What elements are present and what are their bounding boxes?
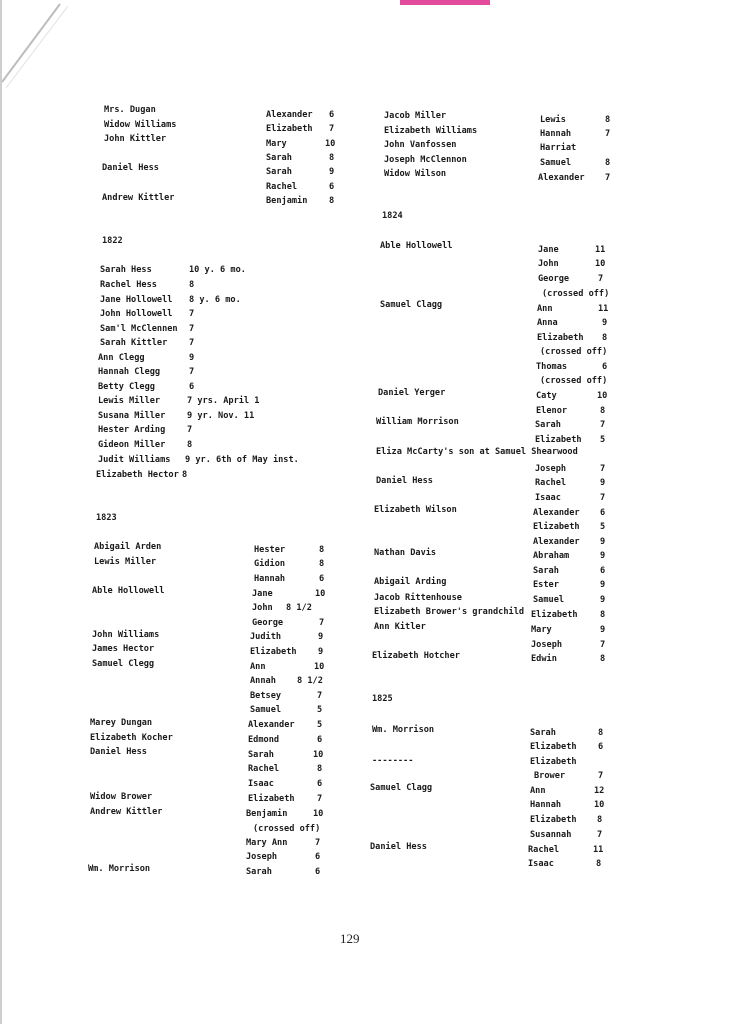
right-column-entry: 12 [594,786,605,796]
left-column-entry: 7 [317,691,323,701]
left-column-entry: 8 [329,153,335,163]
left-column-entry: 9 [329,167,335,177]
right-column-entry: 7 [600,420,606,430]
right-column-entry: 10 [594,800,605,810]
right-column-entry: Isaac [528,859,554,869]
right-column-entry: 6 [598,742,604,752]
right-column-entry: Nathan Davis [374,548,437,558]
right-column-entry: Anna [537,318,558,328]
right-column-entry: Alexander [533,537,580,547]
right-column-entry: Daniel Yerger [378,388,446,398]
left-column-entry: 10 [315,589,326,599]
left-column-entry: John Kittler [104,134,167,144]
left-column-entry: Marey Dungan [90,718,153,728]
right-column-entry: 11 [595,245,606,255]
left-column-entry: Gideon Miller [98,440,166,450]
left-column-entry: Edmond [248,735,280,745]
left-column-entry: 8 [319,545,325,555]
right-column-entry: 11 [598,304,609,314]
right-column-entry: William Morrison [376,417,459,427]
right-column-entry: John Vanfossen [384,140,457,150]
left-column-entry: (crossed off) [253,824,321,834]
right-column-entry: Elizabeth [530,742,577,752]
right-column-entry: Hannah [530,800,562,810]
left-column-entry: 6 [317,779,323,789]
right-column-entry: Able Hollowell [380,241,453,251]
left-column-entry: Lewis Miller [94,557,157,567]
right-column-entry: Jacob Rittenhouse [374,593,462,603]
left-column-entry: 6 [319,574,325,584]
right-column-entry: Abigail Arding [374,577,447,587]
left-column-entry: 7 [187,425,193,435]
right-column-entry: Ester [533,580,559,590]
left-column-entry: Elizabeth [250,647,297,657]
right-column-entry: Widow Wilson [384,169,447,179]
left-column-entry: Mary [266,139,287,149]
left-column-entry: Benjamin [266,196,308,206]
right-column-entry: Lewis [540,115,566,125]
left-column-entry: 6 [317,735,323,745]
left-column-entry: 10 [313,809,324,819]
left-column-entry: Sarah [266,167,292,177]
right-column-entry: 1824 [382,211,403,221]
right-column-entry: Ann [537,304,553,314]
right-column-entry: 8 [600,406,606,416]
right-column-entry: 9 [600,595,606,605]
right-column-entry: (crossed off) [540,347,608,357]
right-column-entry: Joseph McClennon [384,155,467,165]
left-column-entry: 8 [189,280,195,290]
left-column-entry: Jane Hollowell [100,295,173,305]
right-column-entry: 8 [598,728,604,738]
right-column-entry: Samuel [540,158,572,168]
left-column-entry: 5 [317,720,323,730]
left-column-entry: Widow Brower [90,792,153,802]
left-column-entry: 7 [315,838,321,848]
pink-edge-mark [400,0,490,5]
right-column-entry: Caty [536,391,557,401]
left-column-entry: Hester [254,545,286,555]
right-column-entry: Ann [530,786,546,796]
right-column-entry: 9 [602,318,608,328]
right-column-entry: Elizabeth [530,815,577,825]
left-column-entry: Lewis Miller [98,396,161,406]
right-column-entry: Alexander [538,173,585,183]
right-column-entry: Alexander [533,508,580,518]
left-column-entry: 7 [189,324,195,334]
left-column-entry: James Hector [92,644,155,654]
right-column-entry: Jacob Miller [384,111,447,121]
left-column-entry: 1822 [102,236,123,246]
left-column-entry: 9 yr. Nov. 11 [187,411,255,421]
left-column-entry: Daniel Hess [90,747,147,757]
left-column-entry: Hannah [254,574,286,584]
left-column-entry: 9 [189,353,195,363]
left-column-entry: Sarah [246,867,272,877]
left-column-entry: Annah [250,676,276,686]
right-column-entry: Joseph [535,464,567,474]
right-column-entry: 8 [600,654,606,664]
left-column-entry: Samuel Clegg [92,659,155,669]
left-column-entry: 1823 [96,513,117,523]
right-column-entry: 7 [598,274,604,284]
right-column-entry: Elizabeth Williams [384,126,478,136]
right-column-entry: Edwin [531,654,557,664]
right-column-entry: 8 [605,115,611,125]
right-column-entry: 9 [600,580,606,590]
right-column-entry: Harriat [540,143,577,153]
left-column-entry: Andrew Kittler [90,807,163,817]
right-column-entry: 6 [600,508,606,518]
left-column-entry: Betty Clegg [98,382,155,392]
left-column-entry: Susana Miller [98,411,166,421]
left-column-entry: 8 y. 6 mo. [189,295,241,305]
right-column-entry: 10 [597,391,608,401]
right-column-entry: Elenor [536,406,568,416]
right-column-entry: Elizabeth [533,522,580,532]
left-column-entry: 8 [317,764,323,774]
page-number: 129 [340,931,360,946]
left-column-entry: 10 [313,750,324,760]
left-column-entry: Rachel [266,182,298,192]
left-column-entry: Ann Clegg [98,353,145,363]
left-column-entry: Samuel [250,705,282,715]
left-column-entry: John Hollowell [100,309,173,319]
left-column-entry: 6 [315,867,321,877]
left-column-entry: Jane [252,589,273,599]
right-column-entry: 9 [600,551,606,561]
left-column-entry: Sarah [266,153,292,163]
left-column-entry: Elizabeth [266,124,313,134]
right-column-entry: Rachel [535,478,567,488]
left-column-entry: Joseph [246,852,278,862]
left-column-entry: Elizabeth Hector [96,470,179,480]
right-column-entry: 10 [595,259,606,269]
left-column-entry: Benjamin [246,809,288,819]
left-column-entry: Hester Arding [98,425,166,435]
right-column-entry: 6 [600,566,606,576]
right-column-entry: Elizabeth Wilson [374,505,457,515]
left-column-entry: Alexander [266,110,313,120]
left-column-entry: 9 yr. 6th of May inst. [185,455,299,465]
left-column-entry: 10 [314,662,325,672]
left-column-entry: Hannah Clegg [98,367,161,377]
right-column-entry: Thomas [536,362,568,372]
left-column-entry: 8 [187,440,193,450]
right-column-entry: Elizabeth [530,757,577,767]
left-column-entry: Daniel Hess [102,163,159,173]
right-column-entry: 7 [600,640,606,650]
left-column-entry: John [252,603,273,613]
left-column-entry: 8 1/2 [286,603,312,613]
right-column-entry: Elizabeth [531,610,578,620]
right-column-entry: 5 [600,522,606,532]
left-column-entry: 7 [189,338,195,348]
left-column-entry: Judit Williams [98,455,171,465]
left-column-entry: 7 [319,618,325,628]
left-column-entry: 5 [317,705,323,715]
left-column-entry: 9 [318,632,324,642]
right-column-entry: 6 [602,362,608,372]
right-column-entry: Susannah [530,830,572,840]
right-column-entry: Daniel Hess [370,842,427,852]
right-column-entry: Samuel Clagg [380,300,443,310]
right-column-entry: 8 [605,158,611,168]
right-column-entry: 8 [597,815,603,825]
right-column-entry: 7 [605,129,611,139]
right-column-entry: 11 [593,845,604,855]
right-column-entry: Mary [531,625,552,635]
right-column-entry: Isaac [535,493,561,503]
right-column-entry: 7 [598,771,604,781]
left-column-entry: 6 [315,852,321,862]
left-column-entry: Abigail Arden [94,542,162,552]
left-column-entry: Able Hollowell [92,586,165,596]
right-column-entry: 5 [600,435,606,445]
right-column-entry: (crossed off) [542,289,610,299]
left-column-entry: Gidion [254,559,286,569]
left-column-entry: Elizabeth Kocher [90,733,173,743]
left-column-entry: 8 1/2 [297,676,323,686]
left-column-entry: 7 [189,309,195,319]
left-column-entry: Sarah Kittler [100,338,168,348]
left-column-entry: 7 [189,367,195,377]
right-column-entry: Eliza McCarty's son at Samuel Shearwood [376,447,578,457]
left-column-entry: Ann [250,662,266,672]
right-column-entry: Sarah [530,728,556,738]
right-column-entry: Sarah [535,420,561,430]
left-column-entry: Alexander [248,720,295,730]
right-column-entry: 7 [605,173,611,183]
left-column-entry: Isaac [248,779,274,789]
left-column-entry: Mrs. Dugan [104,105,156,115]
right-column-entry: Brower [534,771,566,781]
left-column-entry: Wm. Morrison [88,864,151,874]
left-column-entry: 10 y. 6 mo. [189,265,246,275]
right-column-entry: 7 [600,464,606,474]
right-column-entry: Elizabeth [535,435,582,445]
page-corner-fold [0,0,80,90]
right-column-entry: Jane [538,245,559,255]
right-column-entry: 8 [600,610,606,620]
right-column-entry: Rachel [528,845,560,855]
left-column-entry: 7 [317,794,323,804]
left-column-entry: Sam'l McClennen [100,324,178,334]
right-column-entry: Wm. Morrison [372,725,435,735]
right-column-entry: 1825 [372,694,393,704]
left-column-entry: 8 [182,470,188,480]
left-column-entry: 8 [329,196,335,206]
left-column-entry: Widow Williams [104,120,177,130]
left-column-entry: Judith [250,632,282,642]
right-column-entry: 9 [600,478,606,488]
right-column-entry: 9 [600,537,606,547]
right-column-entry: George [538,274,570,284]
right-column-entry: -------- [372,756,414,766]
left-column-entry: Betsey [250,691,282,701]
right-column-entry: Joseph [531,640,563,650]
left-column-entry: 6 [329,110,335,120]
page-left-edge [0,0,2,1024]
left-column-entry: Sarah Hess [100,265,152,275]
left-column-entry: 7 [329,124,335,134]
right-column-entry: Elizabeth [537,333,584,343]
left-column-entry: Rachel [248,764,280,774]
right-column-entry: Elizabeth Hotcher [372,651,460,661]
right-column-entry: 9 [600,625,606,635]
left-column-entry: Andrew Kittler [102,193,175,203]
right-column-entry: 7 [597,830,603,840]
right-column-entry: 7 [600,493,606,503]
left-column-entry: John Williams [92,630,160,640]
right-column-entry: Elizabeth Brower's grandchild [374,607,525,617]
left-column-entry: 8 [319,559,325,569]
right-column-entry: Daniel Hess [376,476,433,486]
left-column-entry: 9 [318,647,324,657]
right-column-entry: John [538,259,559,269]
left-column-entry: Mary Ann [246,838,288,848]
right-column-entry: Abraham [533,551,570,561]
left-column-entry: Elizabeth [248,794,295,804]
left-column-entry: 6 [329,182,335,192]
right-column-entry: (crossed off) [540,376,608,386]
right-column-entry: 8 [602,333,608,343]
right-column-entry: Sarah [533,566,559,576]
left-column-entry: 7 yrs. April 1 [187,396,260,406]
right-column-entry: 8 [596,859,602,869]
right-column-entry: Hannah [540,129,572,139]
right-column-entry: Samuel Clagg [370,783,433,793]
left-column-entry: George [252,618,284,628]
left-column-entry: 10 [325,139,336,149]
right-column-entry: Samuel [533,595,565,605]
right-column-entry: Ann Kitler [374,622,426,632]
left-column-entry: 6 [189,382,195,392]
left-column-entry: Rachel Hess [100,280,157,290]
left-column-entry: Sarah [248,750,274,760]
